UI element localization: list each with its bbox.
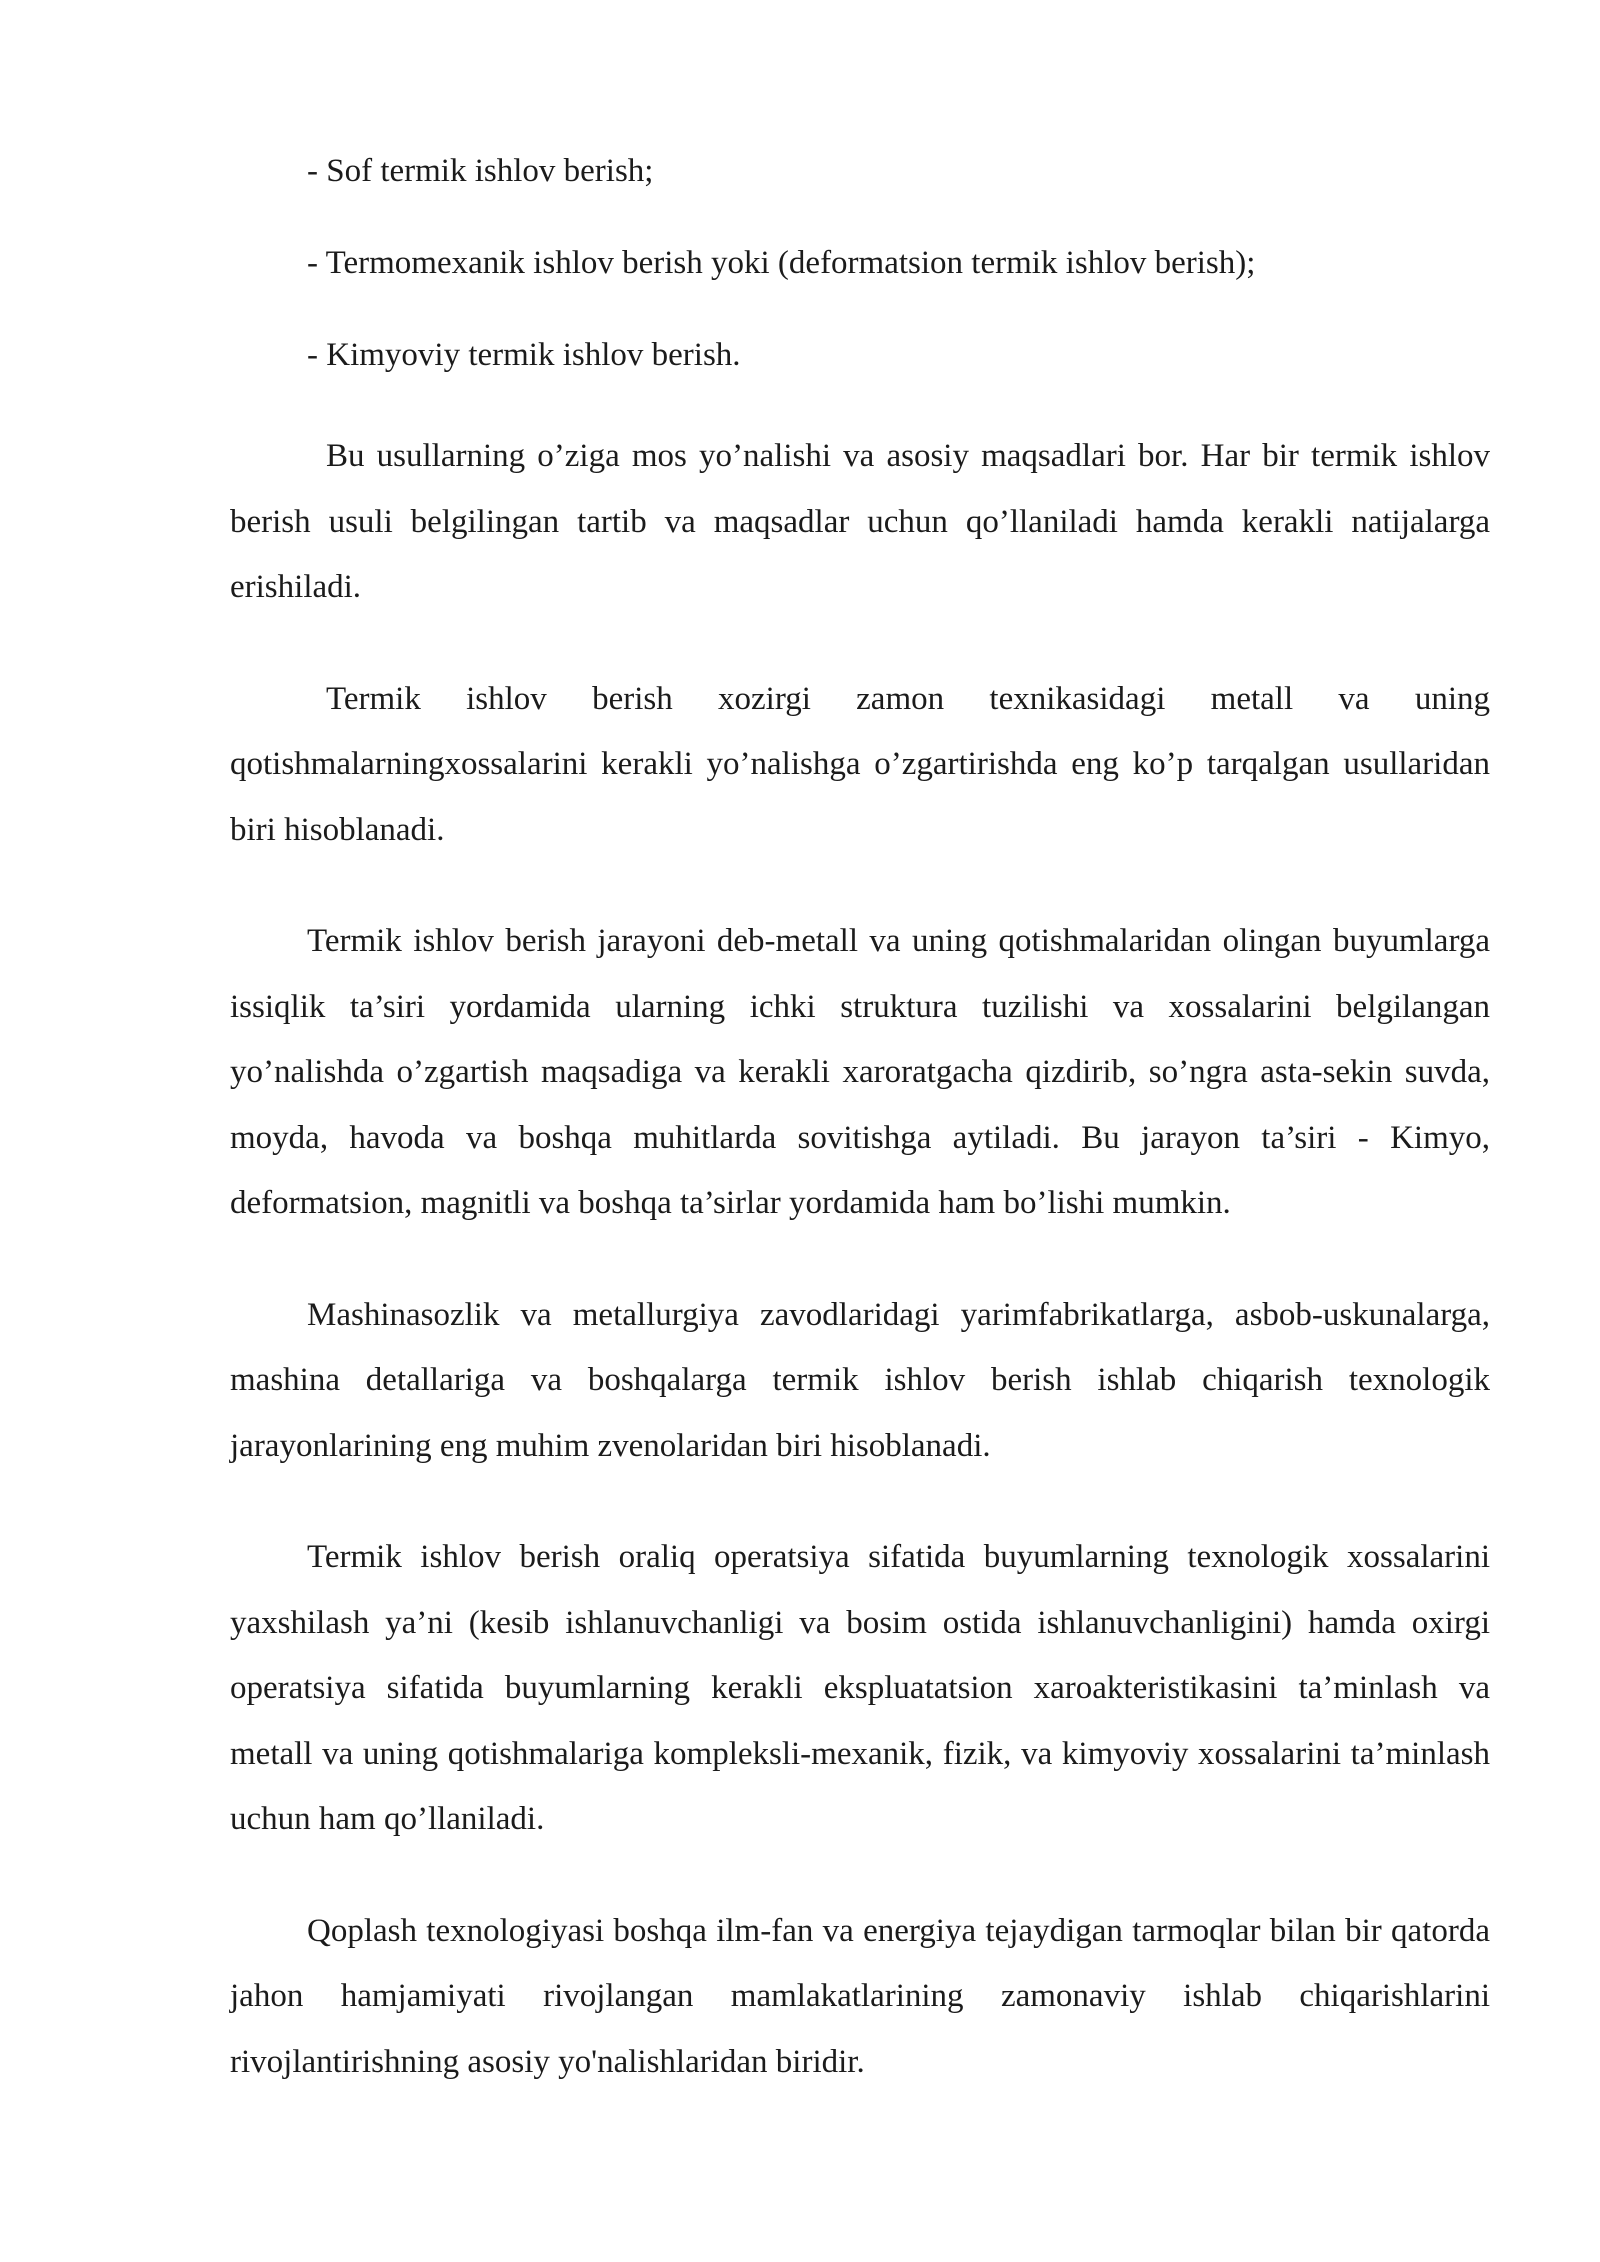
- paragraph: Mashinasozlik va metallurgiya zavodlaridagi yarimfabrikatlarga, asbob-uskunalarga, mashina detallariga va boshqalarga termik ishlov berish ishlab chiqarish texnologik jarayonlarining eng muhim zvenolaridan biri hisoblanadi.: [230, 1296, 1490, 1464]
- paragraph: Termik ishlov berish xozirgi zamon texnikasidagi metall va uning qotishmalarningxossalarini kerakli yo’nalishga o’zgartirishda eng ko’p tarqalgan usullaridan biri hisoblanadi.: [230, 680, 1490, 848]
- paragraph: Termik ishlov berish oraliq operatsiya sifatida buyumlarning texnologik xossalarini yaxshilash ya’ni (kesib ishlanuvchanligi va bosim ostida ishlanuvchanligini) hamda oxirgi operatsiya sifatida buyumlarning kerakli ekspluatatsion xaroakteristikasini ta’minlash va metall va uning qotishmalariga kompleksli-mexanik, fizik, va kimyoviy xossalarini ta’minlash uchun ham qo’llaniladi.: [230, 1539, 1490, 1837]
- paragraph: Qoplash texnologiyasi boshqa ilm-fan va energiya tejaydigan tarmoqlar bilan bir qatorda jahon hamjamiyati rivojlangan mamlakatlarining zamonaviy ishlab chiqarishlarini rivojlantirishning asosiy yo'nalishlaridan biridir.: [230, 1912, 1490, 2080]
- list-item: - Sof termik ishlov berish;: [307, 153, 654, 189]
- paragraph: Termik ishlov berish jarayoni deb-metall va uning qotishmalaridan olingan buyumlarga issiqlik ta’siri yordamida ularning ichki struktura tuzilishi va xossalarini belgilangan yo’nalishda o’zgartish maqsadiga va kerakli xaroratgacha qizdirib, so’ngra asta-sekin suvda, moyda, havoda va boshqa muhitlarda sovitishga aytiladi. Bu jarayon ta’siri - Kimyo, deformatsion, magnitli va boshqa ta’sirlar yordamida ham bo’lishi mumkin.: [230, 923, 1490, 1221]
- list-item: - Kimyoviy termik ishlov berish.: [307, 337, 741, 373]
- method-list: [230, 148, 1490, 378]
- paragraph: Bu usullarning o’ziga mos yo’nalishi va asosiy maqsadlari bor. Har bir termik ishlov berish usuli belgilingan tartib va maqsadlar uchun qo’llaniladi hamda kerakli natijalarga erishiladi.: [230, 438, 1490, 605]
- list-item: - Termomexanik ishlov berish yoki (deformatsion termik ishlov berish);: [307, 245, 1256, 281]
